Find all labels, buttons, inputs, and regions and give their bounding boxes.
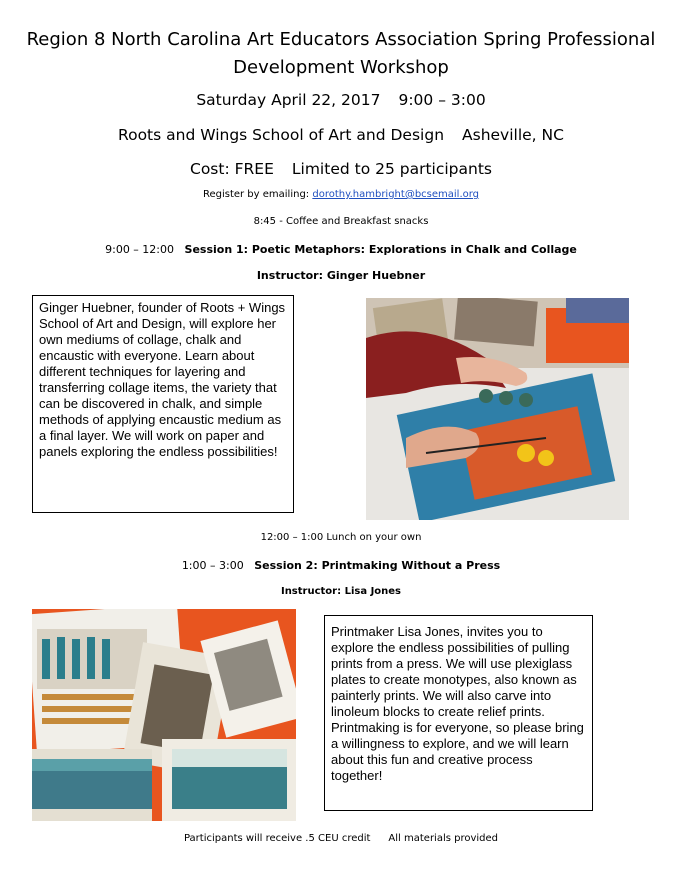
materials-text: All materials provided — [388, 833, 499, 844]
ceu-credit-text: Participants will receive .5 CEU credit — [183, 833, 371, 844]
event-date: Saturday April 22, 2017 — [196, 91, 381, 109]
venue-city: Asheville, NC — [462, 126, 564, 144]
session2-title: Session 2: Printmaking Without a Press — [254, 559, 501, 572]
printmaking-photo-image — [32, 609, 296, 821]
event-time: 9:00 – 3:00 — [398, 91, 486, 109]
venue-name: Roots and Wings School of Art and Design — [118, 126, 445, 144]
session1-title: Session 1: Poetic Metaphors: Explorations in Chalk and Collage — [184, 243, 577, 256]
footer-line — [0, 833, 682, 844]
session1-description: Ginger Huebner, founder of Roots + Wings School of Art and Design, will explore her own mediums of collage, chalk and encaustic with everyone. Learn about different techniques for layering and transferring collage items, the variety that can be discovered in chalk, and simple methods of applying encaustic medium as a final layer. We will work on paper and panels exploring the endless possibilities! — [32, 295, 294, 513]
venue-line — [0, 126, 682, 144]
register-label: Register by emailing: — [202, 189, 310, 200]
lunch-line: 12:00 – 1:00 Lunch on your own — [260, 532, 422, 543]
cost-text: Cost: FREE — [190, 160, 274, 178]
session1-time: 9:00 – 12:00 — [105, 243, 175, 256]
register-email-link[interactable]: dorothy.hambright@bcsemail.org — [312, 189, 480, 200]
session2-description: Printmaker Lisa Jones, invites you to explore the endless possibilities of pulling prints from a press. We will use plexiglass plates to create monotypes, also known as painterly prints. We will also carve into linoleum blocks to create relief prints. Printmaking is for everyone, so please bring a willingness to explore, and we will learn about this fun and creative process together! — [324, 615, 593, 811]
limit-text: Limited to 25 participants — [291, 160, 492, 178]
page-title: Region 8 North Carolina Art Educators Association Spring Professional Development Workshop — [26, 29, 656, 78]
coffee-line: 8:45 - Coffee and Breakfast snacks — [253, 216, 429, 227]
session1-heading — [0, 243, 682, 256]
collage-photo — [366, 298, 629, 520]
session2-instructor: Instructor: Lisa Jones — [280, 586, 402, 597]
printmaking-photo — [32, 609, 296, 821]
session2-time: 1:00 – 3:00 — [181, 559, 244, 572]
collage-photo-image — [366, 298, 629, 520]
session1-instructor: Instructor: Ginger Huebner — [256, 269, 426, 282]
event-date-line — [0, 91, 682, 109]
session2-heading — [0, 559, 682, 572]
cost-line — [0, 160, 682, 178]
register-line — [0, 189, 682, 200]
